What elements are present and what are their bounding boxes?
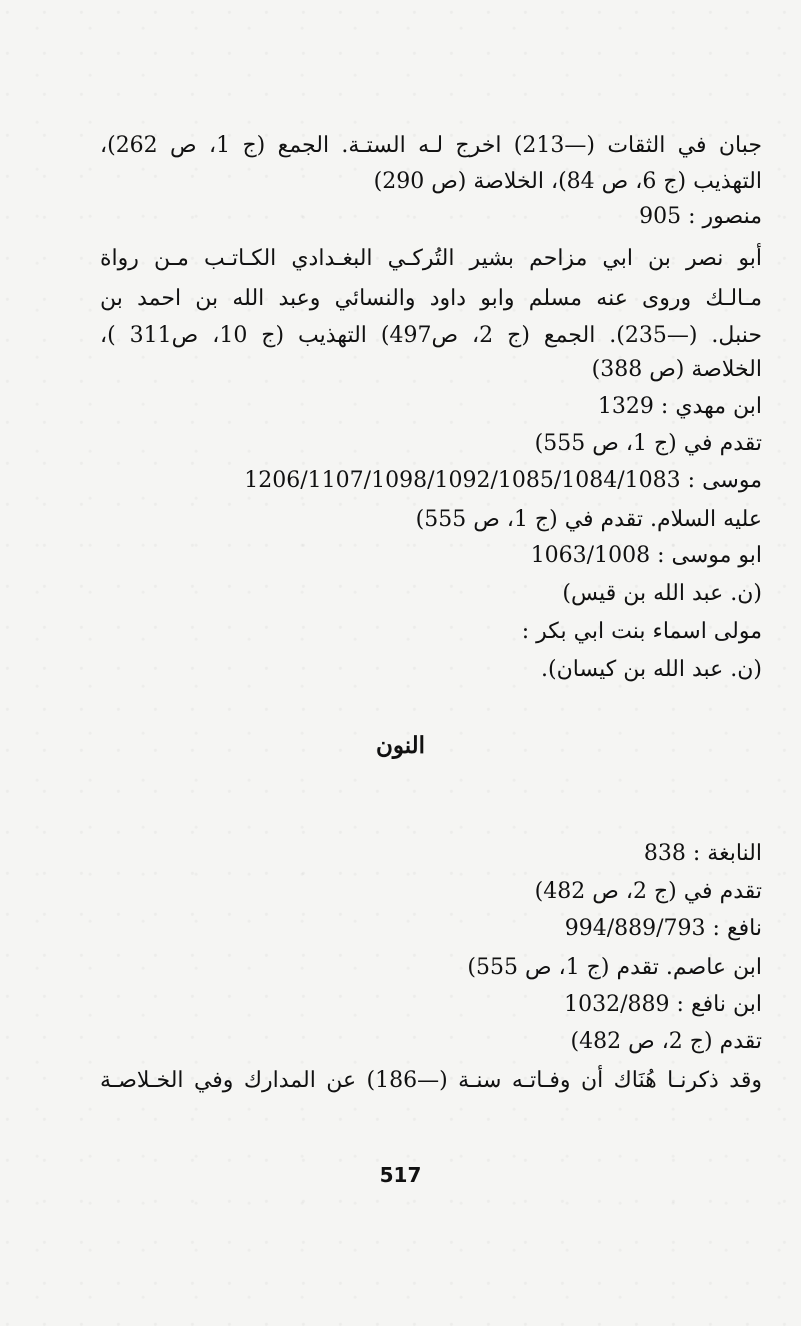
- text-line: ابن نافع : 1032/889: [564, 992, 762, 1017]
- text-line: تقدم في (ج 1، ص 555): [534, 431, 762, 456]
- text-line: مـالـك وروى عنه مسلم وابو داود والنسائي وعبد الله بن احمد بن: [100, 286, 762, 311]
- page-number: 517: [379, 1163, 422, 1187]
- text-line: ابن مهدي : 1329: [597, 394, 762, 419]
- text-line: عليه السلام. تقدم في (ج 1، ص 555): [415, 507, 762, 532]
- text-line: وقد ذكرنـا هُنَاك أن وفـاتـه سنـة (—186) عن المدارك وفي الخـلاصـة: [100, 1068, 762, 1093]
- section-heading: النون: [375, 732, 426, 759]
- text-line: ابو موسى : 1063/1008: [530, 543, 762, 568]
- text-line: نافع : 994/889/793: [564, 916, 762, 941]
- text-line: حنبل. (—235). الجمع (ج 2، ص497) التهذيب (ج 10، ص311 )،: [100, 323, 762, 348]
- text-line: التهذيب (ج 6، ص 84)، الخلاصة (ص 290): [373, 169, 762, 194]
- text-line: تقدم (ج 2، ص 482): [570, 1029, 762, 1054]
- text-line: النابغة : 838: [643, 841, 762, 866]
- text-line: جبان في الثقات (—213) اخرج لـه الستـة. الجمع (ج 1، ص 262)،: [100, 133, 762, 158]
- text-line: (ن. عبد الله بن قيس): [562, 581, 762, 606]
- text-line: ابن عاصم. تقدم (ج 1، ص 555): [467, 955, 762, 980]
- text-line: أبو نصر بن ابي مزاحم بشير التُركـي البغـدادي الكـاتـب مـن رواة: [100, 246, 762, 271]
- text-line: مولى اسماء بنت ابي بكر :: [521, 619, 762, 644]
- text-line: (ن. عبد الله بن كيسان).: [541, 657, 762, 682]
- text-line: الخلاصة (ص 388): [591, 357, 762, 382]
- text-line: موسى : 1206/1107/1098/1092/1085/1084/1083: [244, 468, 762, 493]
- text-line: تقدم في (ج 2، ص 482): [534, 879, 762, 904]
- text-line: منصور : 905: [639, 204, 762, 229]
